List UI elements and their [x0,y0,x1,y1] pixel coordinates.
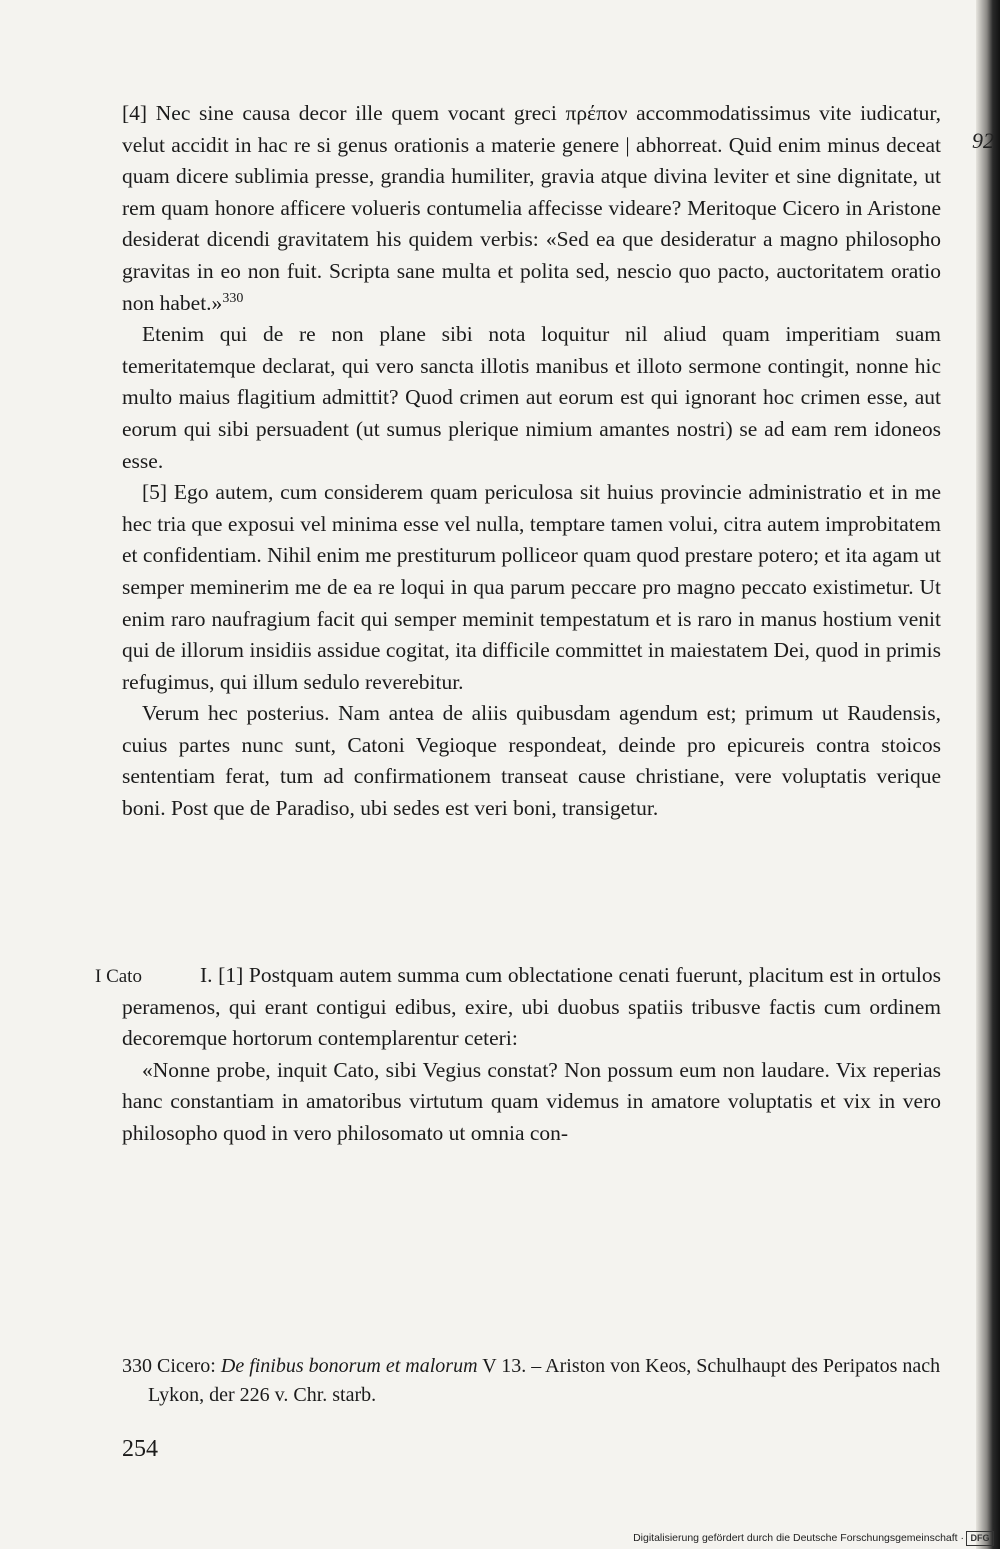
page-number: 254 [122,1436,158,1462]
footnote-author: Cicero: [157,1355,216,1377]
paragraph-1 [122,98,941,319]
paragraph-4: Verum hec posterius. Nam antea de aliis quibusdam agendum est; primum ut Raudensis, cuius partes nunc sunt, Catoni Vegioque respondeat, deinde pro epicureis contra stoicos sententiam ferat, tum ad confirmationem transeat cause christiane, vere voluptatis verique boni. Post que de Paradiso, ubi sedes est veri boni, transigetur. [122,701,941,821]
paragraph-5: I. [1] Postquam autem summa cum oblectatione cenati fuerunt, placitum est in ortulos peramenos, qui erant contigui edibus, exire, ubi duobus spatiis tribusve factis cum ordinem decoremque hortorum contemplarentur ceteri: [122,963,941,1051]
footnote-reference: 330 [222,290,244,306]
paragraph-2: Etenim qui de re non plane sibi nota loquitur nil aliud quam imperitiam suam temeritatemque declarat, qui vero sancta illotis manibus et illoto sermone contingit, nonne hic multo maius flagitium admittit? Quod crimen aut eorum est qui ignorant hoc crimen esse, aut eorum qui sibi persuadent (ut sumus plerique nimium amantes nostri) se ad eam rem idoneos esse. [122,322,941,473]
footnote-work-title: De finibus bonorum et malorum [220,1355,478,1377]
margin-label-left: I Cato [95,966,142,987]
footnote [122,1352,941,1410]
margin-page-number: 92 [972,128,994,153]
footnote-number: 330 [122,1355,152,1377]
paragraph-1-text: [4] Nec sine causa decor ille quem vocant greci πρέπον accommodatissimus vite iudicatur, velut accidit in hac re si genus orationis a materie genere | abhorreat. Quid enim minus deceat quam dicere sublimia presse, grandia humiliter, gravia atque divina leviter et sine dignitate, ut rem quam honore afficere volueris contumelia affecisse videare? Meritoque Cicero in Aristone desiderat dicendi gravitatem his quidem verbis: «Sed ea que desideratur a magno philosopho gravitas in eo non fuit. Scripta sane multa et polita sed, nescio quo pacto, auctoritatem oratio non habet.» [122,101,941,315]
footnote-text [122,1352,941,1410]
main-text-block-1 [122,98,941,825]
footnote-rest: V 13. – Ariston von Keos, Schulhaupt des Peripatos nach Lykon, der 226 v. Chr. starb. [148,1355,941,1406]
main-text-block-2 [122,960,941,1150]
paragraph-3: [5] Ego autem, cum considerem quam periculosa sit huius provincie administratio et in me hec tria que exposui vel minima esse vel nulla, temptare tamen volui, citra autem improbitatem et confidentiam. Nihil enim me prestiturum polliceor quam quod prestare potero; et ita agam ut semper meminerim me de ea re loqui in qua parum peccare pro magno peccato existimetur. Ut enim raro naufragium facit qui semper meminit tempestatum et is raro in manus hostium venit qui de illorum insidiis assidue cogitat, ita difficile committet in maiestatem Dei, quod in primis refugimus, qui illum sedulo reverebitur. [122,480,941,694]
paragraph-6: «Nonne probe, inquit Cato, sibi Vegius constat? Non possum eum non laudare. Vix reperias hanc constantiam in amatoribus virtutum quam videmus in amatore voluptatis et vix in vero philosopho quod in vero philosomato ut omnia con- [122,1057,941,1145]
digitization-credit: Digitalisierung gefördert durch die Deutsche Forschungsgemeinschaft · [633,1532,964,1544]
dfg-logo: DFG [966,1531,994,1546]
page-edge-shadow [976,0,1000,1549]
